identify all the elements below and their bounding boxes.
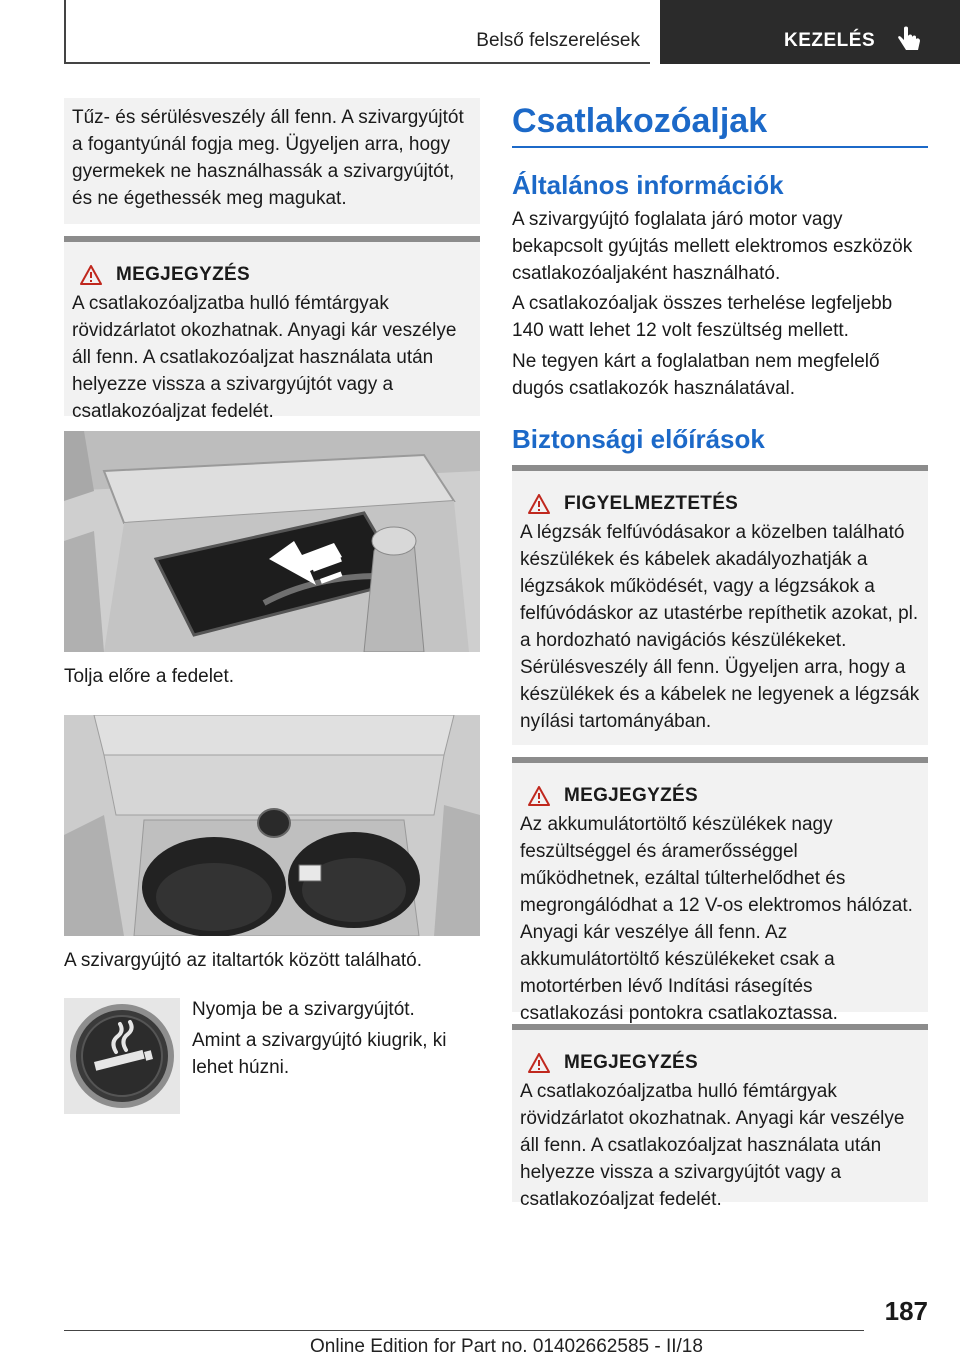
edition-text: Online Edition for Part no. 01402662585 - II/18 — [310, 1336, 703, 1357]
note-title: MEGJEGYZÉS — [564, 1052, 698, 1073]
lighter-button-image — [64, 998, 180, 1114]
note-box-left — [64, 236, 480, 422]
safety-heading: Biztonsági előírások — [512, 424, 765, 454]
cover-photo — [64, 431, 480, 652]
caption-push-cover: Tolja előre a fedelet. — [64, 666, 235, 687]
note-text: Az akkumulátortöltő készülékek nagy feszültséggel és áramerősséggel működhetnek, ezáltal túlterhelődhet és megrongálódhat a 12 V-os elektromos hálózat. Anyagi kár veszélye áll fenn. Az akkumulátortöltő készülékeket csak a motortérben lévő Indítási rásegítés csatlakozási pontokra csatlakoztassa. — [520, 814, 913, 1024]
warning-box — [512, 465, 928, 745]
chapter-label: KEZELÉS — [784, 30, 876, 51]
note-title-row — [528, 785, 920, 807]
warning-triangle-icon — [528, 494, 550, 514]
footer-rule — [64, 1330, 864, 1331]
chapter-tab — [660, 0, 960, 64]
note-title: MEGJEGYZÉS — [564, 785, 698, 806]
note-bar — [512, 1024, 928, 1030]
press-lighter-text: Nyomja be a szivargyújtót. — [192, 999, 415, 1020]
title-rule — [512, 146, 928, 148]
warning-triangle-icon — [528, 786, 550, 806]
warning-triangle-icon — [528, 1053, 550, 1073]
fire-hazard-box — [64, 98, 480, 224]
note-text: A csatlakozóaljzatba hulló fémtárgyak rövidzárlatot okozhatnak. Anyagi kár veszélye áll fenn. A csatlakozóaljzat használata után helyezze vissza a szivargyújtót vagy a csatlakozóaljzat fedelét. — [72, 293, 457, 422]
note-title: MEGJEGYZÉS — [116, 264, 250, 285]
warning-title: FIGYELMEZTETÉS — [564, 493, 739, 514]
note-box-right — [512, 1024, 928, 1210]
page-number: 187 — [884, 1296, 928, 1326]
general-para-2: A csatlakozóaljak összes terhelése legfeljebb 140 watt lehet 12 volt feszültség mellett. — [512, 293, 893, 341]
warning-triangle-icon — [80, 265, 102, 285]
pointing-hand-icon — [896, 26, 922, 54]
note-bar — [64, 236, 480, 242]
cupholder-photo — [64, 715, 480, 936]
note-title-row — [528, 1052, 920, 1074]
warning-bar — [512, 465, 928, 471]
note-title-row — [80, 264, 472, 286]
page-title: Csatlakozóaljak — [512, 102, 768, 140]
note-box-charger — [512, 757, 928, 1024]
note-bar — [512, 757, 928, 763]
general-para-3: Ne tegyen kárt a foglalatban nem megfelelő dugós csatlakozók használatával. — [512, 351, 880, 399]
general-info-heading: Általános információk — [512, 170, 784, 200]
warning-text-1: A légzsák felfúvódásakor a közelben található készülékek és kábelek akadályozhatják a légzsákok működését, vagy a légzsákok a felfúvódáskor az utastérbe repíthetik azokat, pl. a hordozható navigációs készülékeket. — [520, 522, 919, 651]
section-title: Belső felszerelések — [476, 30, 640, 51]
general-para-1: A szivargyújtó foglalata járó motor vagy bekapcsolt gyújtás mellett elektromos eszközök csatlakozóaljaként használható. — [512, 209, 913, 284]
pull-lighter-text: Amint a szivargyújtó kiugrik, ki lehet húzni. — [192, 1030, 447, 1078]
header-underline — [64, 62, 650, 64]
warning-title-row — [528, 493, 920, 515]
warning-text-2: Sérülésveszély áll fenn. Ügyeljen arra, hogy a készülékek és a kábelek ne legyenek a légzsák nyílási tartományában. — [520, 657, 920, 732]
fire-hazard-text: Tűz- és sérülésveszély áll fenn. A szivargyújtót a fogantyúnál fogja meg. Ügyeljen arra, hogy gyermekek ne használhassák a szivargyújtót, és ne égethessék meg magukat. — [72, 107, 464, 209]
caption-location: A szivargyújtó az italtartók között található. — [64, 950, 423, 971]
note-text: A csatlakozóaljzatba hulló fémtárgyak rövidzárlatot okozhatnak. Anyagi kár veszélye áll fenn. A csatlakozóaljzat használata után helyezze vissza a szivargyújtót vagy a csatlakozóaljzat fedelét. — [520, 1081, 905, 1210]
